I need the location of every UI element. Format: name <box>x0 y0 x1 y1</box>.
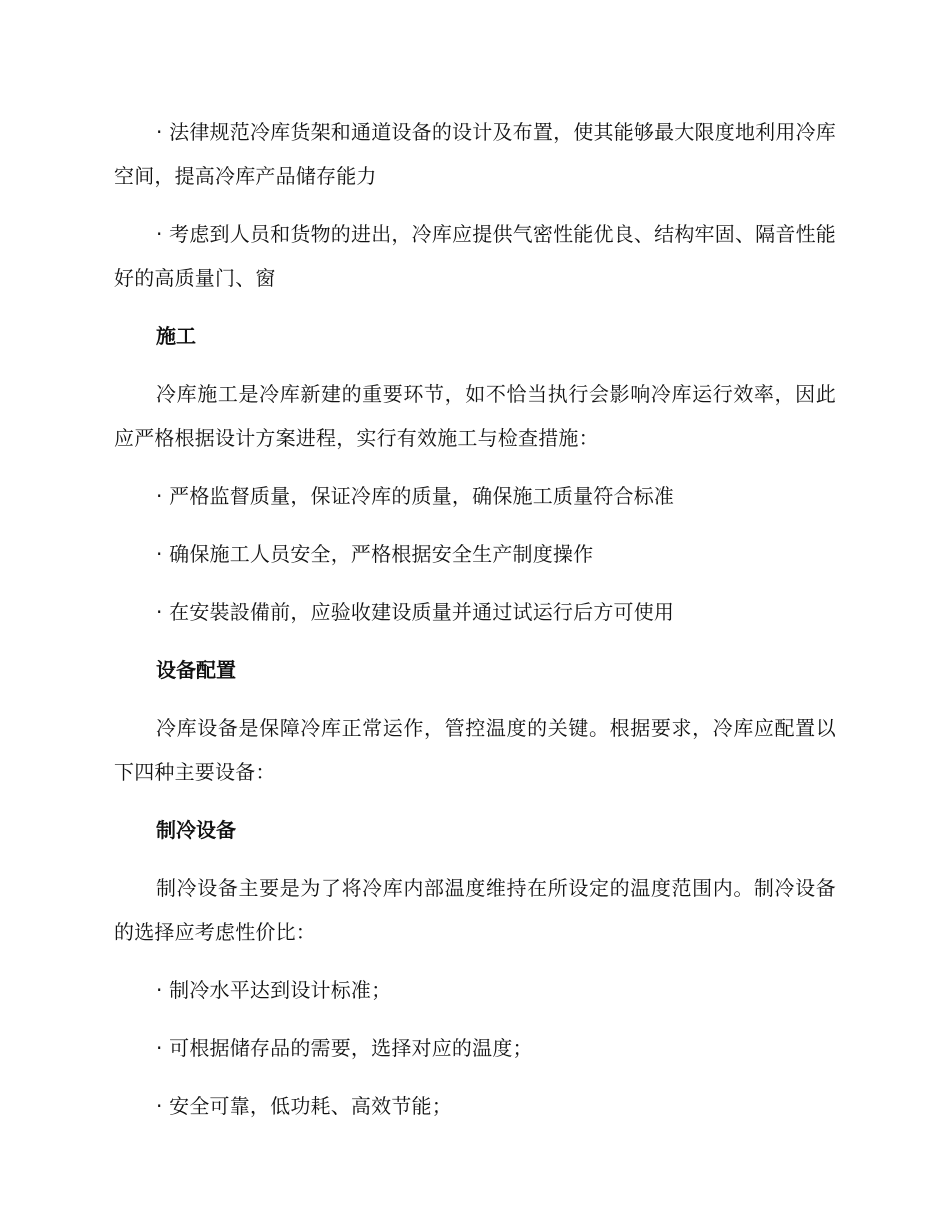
document-page <box>114 110 836 1142</box>
bullet-energy-efficiency: · 安全可靠，低功耗、高效节能； <box>156 1094 452 1118</box>
heading-construction: 施工 <box>156 324 196 348</box>
heading-equipment-config: 设备配置 <box>156 658 236 682</box>
bullet-worker-safety: · 确保施工人员安全，严格根据安全生产制度操作 <box>156 542 594 566</box>
bullet-shelf-layout: · 法律规范冷库货架和通道设备的设计及布置，使其能够最大限度地利用冷库空间，提高冷库产品储存能力 <box>114 120 836 188</box>
construction-intro: 冷库施工是冷库新建的重要环节，如不恰当执行会影响冷库运行效率，因此应严格根据设计方案进程，实行有效施工与检查措施： <box>114 382 836 450</box>
bullet-acceptance-test: · 在安裝設備前，应验收建设质量并通过试运行后方可使用 <box>156 600 675 624</box>
refrigeration-intro: 制冷设备主要是为了将冷库内部温度维持在所设定的温度范围内。制冷设备的选择应考虑性价比： <box>114 876 836 944</box>
bullet-temperature-choice: · 可根据储存品的需要，选择对应的温度； <box>156 1036 533 1060</box>
equipment-intro: 冷库设备是保障冷库正常运作，管控温度的关键。根据要求，冷库应配置以下四种主要设备： <box>114 716 836 784</box>
bullet-quality-supervision: · 严格监督质量，保证冷库的质量，确保施工质量符合标准 <box>156 484 675 508</box>
heading-refrigeration-equipment: 制冷设备 <box>156 818 236 842</box>
bullet-doors-windows: · 考虑到人员和货物的进出，冷库应提供气密性能优良、结构牢固、隔音性能好的高质量门、窗 <box>114 222 836 290</box>
bullet-cooling-standard: · 制冷水平达到设计标准； <box>156 978 392 1002</box>
